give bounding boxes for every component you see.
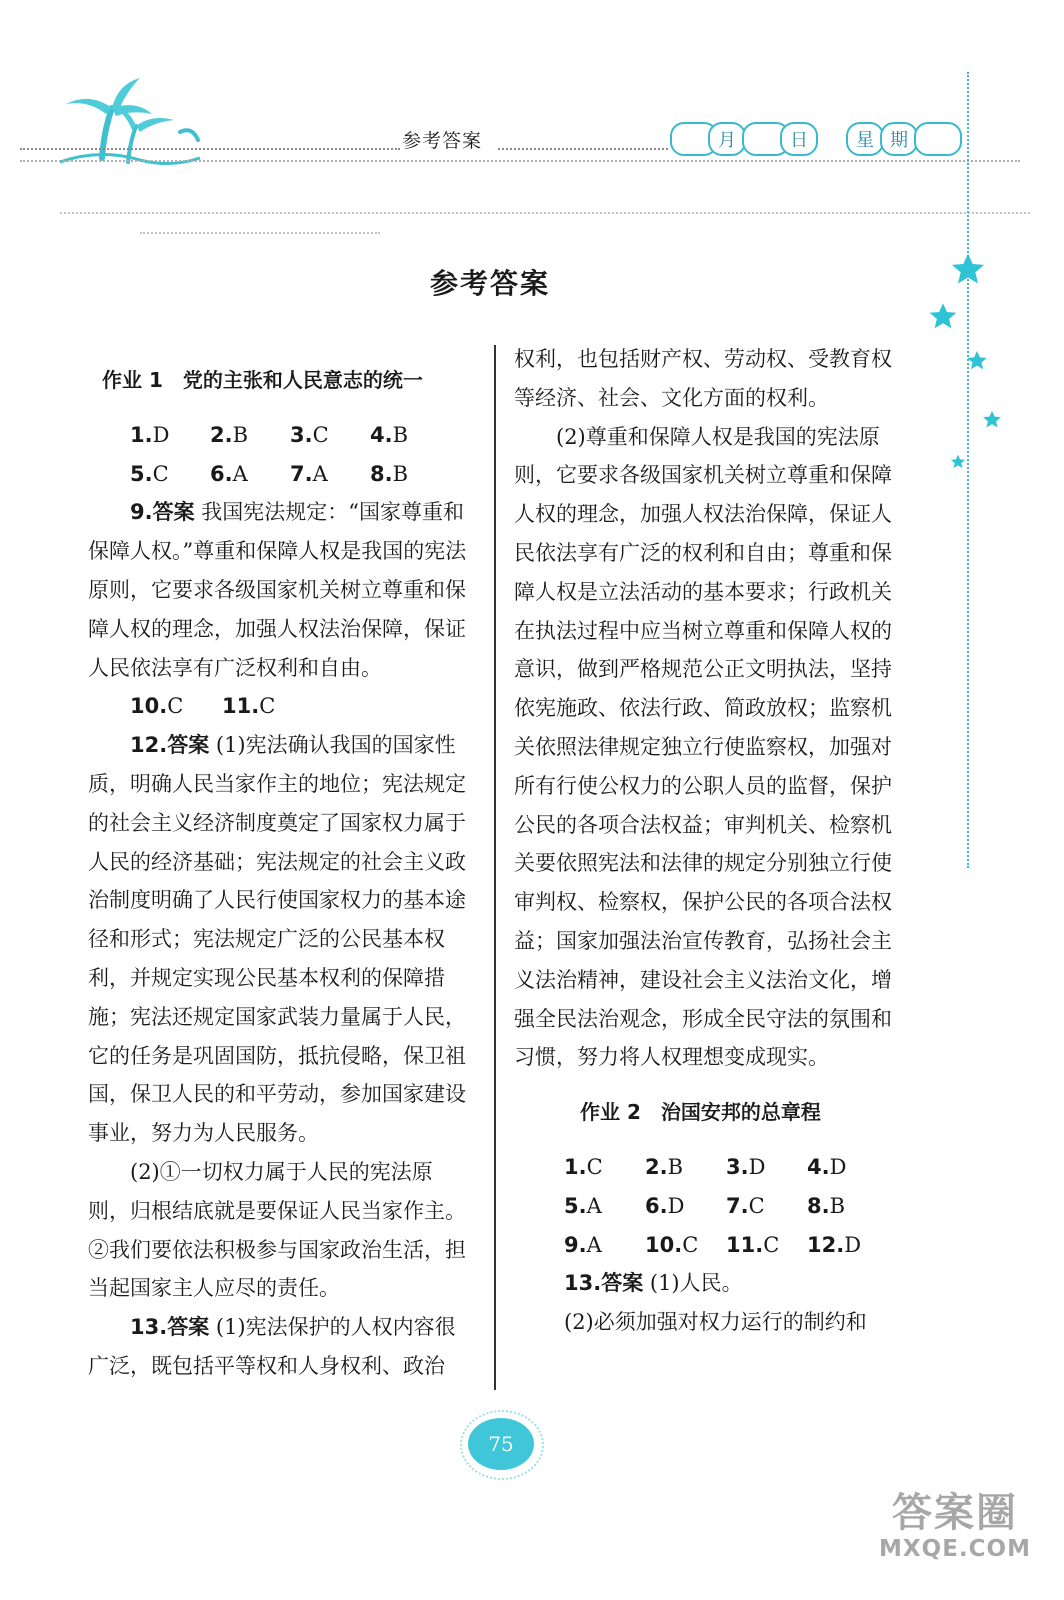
mc-answer: 4.D bbox=[807, 1154, 847, 1179]
header-dotted-line bbox=[60, 212, 1030, 214]
header-dotted-line bbox=[498, 148, 668, 150]
answer-q9: 9.答案 我国宪法规定：“国家尊重和保障人权。”尊重和保障人权是我国的宪法原则，它要求各级国家机关树立尊重和保障人权的理念，加强人权法治保障，保证人民依法享有广泛权利和自由。 bbox=[88, 500, 467, 680]
star-icon bbox=[982, 410, 1002, 430]
header-dotted-line bbox=[140, 232, 380, 234]
header-title: 参考答案 bbox=[402, 130, 483, 152]
answer-q13-section2-part1: 13.答案 (1)人民。 bbox=[564, 1271, 743, 1296]
page-title: 参考答案 bbox=[429, 267, 550, 300]
column-divider bbox=[494, 345, 496, 1390]
page-number-dotted-ring bbox=[460, 1410, 544, 1480]
star-icon bbox=[928, 302, 958, 332]
mc-answer: 7.C bbox=[726, 1193, 765, 1218]
answer-q13-part2: (2)尊重和保障人权是我国的宪法原则，它要求各级国家机关树立尊重和保障人权的理念，加强人权法治保障，保证人民依法享有广泛的权利和自由；尊重和保障人权是立法活动的基本要求；行政机关在执法过程中应当树立尊重和保障人权的意识，做到严格规范公正文明执法，坚持依宪施政、依法行政、简政放权；监察机关依照法律规定独立行使监察权，加强对所有行使公权力的公职人员的监督，保护公民的各项合法权益；审判机关、检察机关要依照宪法和法律的规定分别独立行使审判权、检察权，保护公民的各项合法权益；国家加强法治宣传教育，弘扬社会主义法治精神，建设社会主义法治文化，增强全民法治观念，形成全民守法的氛围和习惯，努力将人权理想变成现实。 bbox=[514, 424, 892, 1070]
mc-answer: 11.C bbox=[726, 1232, 780, 1257]
mc-answer-grid-2 bbox=[514, 1148, 902, 1264]
date-blank-weekday bbox=[914, 122, 962, 156]
left-column bbox=[88, 361, 472, 1386]
mc-answer: 8.B bbox=[807, 1193, 846, 1218]
mc-answer-grid-1 bbox=[88, 416, 472, 494]
mc-answer: 5.C bbox=[130, 461, 169, 486]
mc-answer: 11.C bbox=[222, 694, 276, 719]
date-label-day: 日 bbox=[780, 122, 818, 156]
mc-answer-grid-10-11 bbox=[88, 687, 472, 726]
date-label-week-2: 期 bbox=[880, 122, 918, 156]
mc-answer: 12.D bbox=[807, 1232, 862, 1257]
mc-answer: 3.C bbox=[290, 422, 329, 447]
header-dotted-line bbox=[20, 148, 400, 150]
star-icon bbox=[950, 454, 966, 470]
mc-answer: 6.A bbox=[210, 461, 248, 486]
mc-answer: 3.D bbox=[726, 1154, 766, 1179]
answer-q13-section2-part2: (2)必须加强对权力运行的制约和 bbox=[564, 1310, 867, 1335]
mc-answer: 8.B bbox=[370, 461, 409, 486]
mc-answer: 5.A bbox=[564, 1193, 602, 1218]
answer-q12-part1: 12.答案 (1)宪法确认我国的国家性质，明确人民当家作主的地位；宪法规定的社会主义经济制度奠定了国家权力属于人民的经济基础；宪法规定的社会主义政治制度明确了人民行使国家权力的基本途径和形式；宪法规定广泛的公民基本权利，并规定实现公民基本权利的保障措施；宪法还规定国家武装力量属于人民，它的任务是巩固国防，抵抗侵略，保卫祖国，保卫人民的和平劳动，参加国家建设事业，努力为人民服务。 bbox=[88, 733, 466, 1146]
watermark-text-cn: 答案圈 bbox=[892, 1490, 1018, 1536]
mc-answer: 10.C bbox=[645, 1232, 699, 1257]
watermark-text-en: MXQE.COM bbox=[879, 1536, 1031, 1562]
page-number: 75 bbox=[468, 1418, 534, 1470]
star-icon bbox=[966, 350, 988, 372]
section-title-1: 作业 1 党的主张和人民意志的统一 bbox=[102, 368, 423, 392]
mc-answer: 6.D bbox=[645, 1193, 685, 1218]
watermark bbox=[870, 1490, 1040, 1562]
header-dotted-line bbox=[20, 160, 1020, 162]
mc-answer: 2.B bbox=[210, 422, 249, 447]
mc-answer: 7.A bbox=[290, 461, 328, 486]
answer-q13-continued: 权利，也包括财产权、劳动权、受教育权等经济、社会、文化方面的权利。 bbox=[514, 347, 892, 410]
mc-answer: 1.D bbox=[130, 422, 170, 447]
date-label-month: 月 bbox=[708, 122, 746, 156]
date-label-week-1: 星 bbox=[846, 122, 884, 156]
section-title-2: 作业 2 治国安邦的总章程 bbox=[580, 1100, 821, 1125]
mc-answer: 4.B bbox=[370, 422, 409, 447]
mc-answer: 10.C bbox=[130, 694, 184, 719]
right-dotted-border bbox=[967, 72, 969, 868]
palm-tree-decoration bbox=[40, 70, 210, 170]
mc-answer: 1.C bbox=[564, 1154, 603, 1179]
answer-q13-part1: 13.答案 (1)宪法保护的人权内容很广泛，既包括平等权和人身权利、政治 bbox=[88, 1315, 456, 1378]
mc-answer: 2.B bbox=[645, 1154, 684, 1179]
right-column bbox=[514, 340, 902, 1342]
mc-answer: 9.A bbox=[564, 1232, 602, 1257]
answer-q12-part2: (2)①一切权力属于人民的宪法原则，归根结底就是要保证人民当家作主。②我们要依法积极参与国家政治生活，担当起国家主人应尽的责任。 bbox=[88, 1159, 466, 1301]
